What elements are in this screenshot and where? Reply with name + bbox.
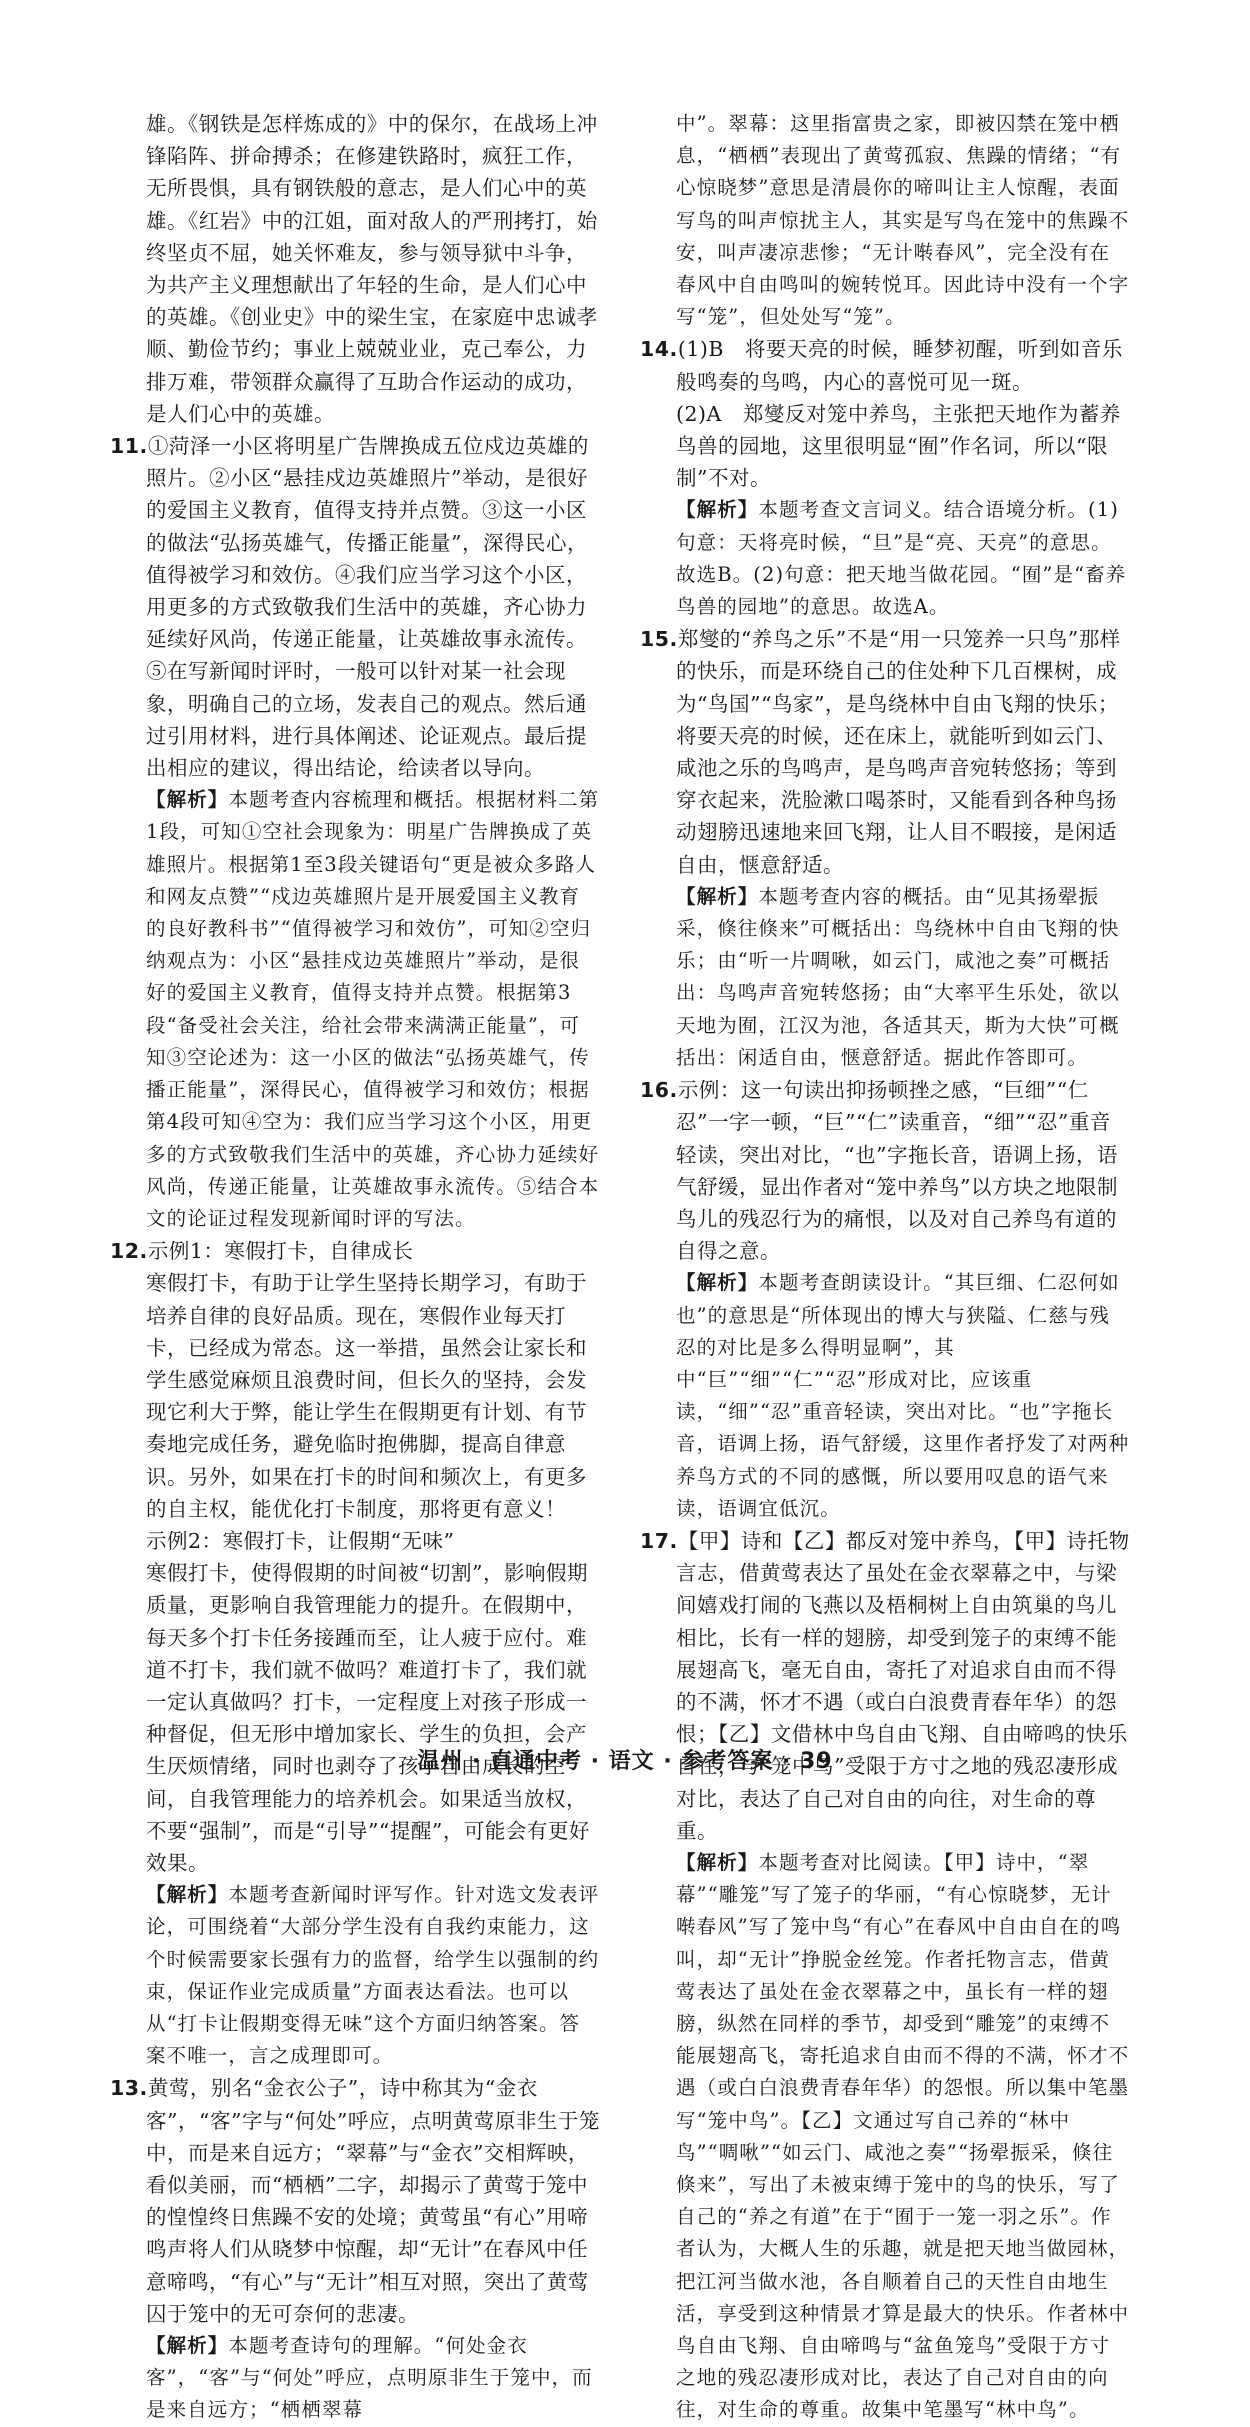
q17-analysis-text: 本题考查对比阅读。【甲】诗中，“翠幕”“雕笼”写了笼子的华丽，“有心惊晓梦，无计啭春风”写了笼中鸟“有心”在春风中自由自在的鸣叫，却“无计”挣脱金丝笼。作者托物言志，借黄莺表达了虽处在金衣翠幕之中，虽长有一样的翅膀，纵然在同样的季节，却受到“雕笼”的束缚不能展翅高飞，寄托追求自由而不得的不满，怀才不遇（或白白浪费青春年华）的怨恨。所以集中笔墨写“笼中鸟”。【乙】文通过写自己养的“林中鸟”“啁啾”“如云门、咸池之奏”“扬翚振采，倏往倏来”，写出了未被束缚于笼中的鸟的快乐，写了自己的“养之有道”在于“囿于一笼一羽之乐”。作者认为，大概人生的乐趣，就是把天地当做园林，把江河当做水池，各自顺着自己的天性自由地生活，享受到这种情景才算是最大的快乐。作者林中鸟自由飞翔、自由啼鸣与“盆鱼笼鸟”受限于方寸之地的残忍凄形成对比，表达了自己对自由的向往，对生命的尊重。故集中笔墨写“林中鸟”。 xyxy=(676,1850,1130,2422)
q16-number: 16. xyxy=(640,1078,678,1103)
q13-answer: 黄莺，别名“金衣公子”，诗中称其为“金衣客”，“客”字与“何处”呼应，点明黄莺原非生于笼中，而是来自远方；“翠幕”与“金衣”交相辉映，看似美丽，而“栖栖”二字，却揭示了黄莺于笼中的惶惶终日焦躁不安的处境；黄莺虽“有心”用啼鸣声将人们从晓梦中惊醒，却“无计”在春风中任意啼鸣，“有心”与“无计”相互对照，突出了黄莺囚于笼中的无可奈何的悲凄。 xyxy=(146,2076,600,2326)
q16-analysis-text: 本题考查朗读设计。“其巨细、仁忍何如也”的意思是“所体现出的博大与狭隘、仁慈与残忍的对比是多么得明显啊”，其中“巨”“细”“仁”“忍”形成对比，应该重读，“细”“忍”重音轻读，突出对比。“也”字拖长音，语调上扬，语气舒缓，这里作者抒发了对两种养鸟方式的不同的感慨，所以要用叹息的语气来读，语调宜低沉。 xyxy=(676,1271,1130,1520)
q13-analysis-continued xyxy=(640,108,1130,333)
q10-continuation xyxy=(110,108,600,430)
question-17 xyxy=(640,1525,1130,1847)
q11-answer: ①菏泽一小区将明星广告牌换成五位戍边英雄的照片。②小区“悬挂戍边英雄照片”举动，是很好的爱国主义教育，值得支持并点赞。③这一小区的做法“弘扬英雄气，传播正能量”，深得民心，值得被学习和效仿。④我们应当学习这个小区，用更多的方式致敬我们生活中的英雄，齐心协力延续好风尚，传递正能量，让英雄故事永流传。⑤在写新闻时评时，一般可以针对某一社会现象，明确自己的立场，发表自己的观点。然后通过引用材料，进行具体阐述、论证观点。最后提出相应的建议，得出结论，给读者以导向。 xyxy=(146,434,589,781)
question-14 xyxy=(640,333,1130,397)
analysis-tag: 【解析】 xyxy=(676,1271,759,1295)
left-column xyxy=(110,108,600,2427)
right-column xyxy=(640,108,1130,2427)
q13-analysis xyxy=(110,2330,600,2427)
q10-cont-text: 雄。《钢铁是怎样炼成的》中的保尔，在战场上冲锋陷阵、拼命搏杀；在修建铁路时，疯狂工作，无所畏惧，具有钢铁般的意志，是人们心中的英雄。《红岩》中的江姐，面对敌人的严刑拷打，始终坚贞不屈，她关怀难友，参与领导狱中斗争，为共产主义理想献出了年轻的生命，是人们心中的英雄。《创业史》中的梁生宝，在家庭中忠诚孝顺、勤俭节约；事业上兢兢业业，克己奉公，力排万难，带领群众赢得了互助合作运动的成功，是人们心中的英雄。 xyxy=(146,112,598,426)
q12-analysis xyxy=(110,1879,600,2072)
analysis-tag: 【解析】 xyxy=(146,788,229,812)
q12-example2-title: 示例2：寒假打卡，让假期“无味” xyxy=(146,1528,455,1553)
page-footer: 温州 · 直通中考 · 语文 · 参考答案 · 39 xyxy=(417,1749,833,1774)
q12-example2-text: 寒假打卡，使得假期的时间被“切割”，影响假期质量，更影响自我管理能力的提升。在假期中，每天多个打卡任务接踵而至，让人疲于应付。难道不打卡，我们就不做吗？难道打卡了，我们就一定认真做吗？打卡，一定程度上对孩子形成一种督促，但无形中增加家长、学生的负担，会产生厌烦情绪，同时也剥夺了孩子自由成长的空间，自我管理能力的培养机会。如果适当放权，不要“强制”，而是“引导”“提醒”，可能会有更好效果。 xyxy=(146,1561,590,1875)
q12-example1-title: 示例1：寒假打卡，自律成长 xyxy=(147,1239,414,1264)
q12-number: 12. xyxy=(110,1239,148,1264)
analysis-tag: 【解析】 xyxy=(676,884,759,908)
q17-analysis xyxy=(640,1847,1130,2427)
question-13 xyxy=(110,2072,600,2330)
q17-number: 17. xyxy=(640,1528,678,1553)
q12-example1-text: 寒假打卡，有助于让学生坚持长期学习，有助于培养自律的良好品质。现在，寒假作业每天打卡，已经成为常态。这一举措，虽然会让家长和学生感觉麻烦且浪费时间，但长久的坚持，会发现它利大于弊，能让学生在假期更有计划、有节奏地完成任务，避免临时抱佛脚，提高自律意识。另外，如果在打卡的时间和频次上，有更多的自主权，能优化打卡制度，那将更有意义！ xyxy=(146,1271,587,1521)
q13-number: 13. xyxy=(110,2076,148,2101)
analysis-tag: 【解析】 xyxy=(146,1883,229,1907)
analysis-tag: 【解析】 xyxy=(146,2334,229,2358)
q12-analysis-text: 本题考查新闻时评写作。针对选文发表评论，可围绕着“大部分学生没有自我约束能力，这个时候需要家长强有力的监督，给学生以强制的约束，保证作业完成质量”方面表达看法。也可以从“打卡让假期变得无味”这个方面归纳答案。答案不唯一，言之成理即可。 xyxy=(146,1883,600,2068)
q15-analysis-text: 本题考查内容的概括。由“见其扬翚振采，倏往倏来”可概括出：鸟绕林中自由飞翔的快乐；由“听一片啁啾，如云门，咸池之奏”可概括出：鸟鸣声音宛转悠扬；由“大率平生乐处，欲以天地为囿，江汉为池，各适其天，斯为大快”可概括出：闲适自由，惬意舒适。据此作答即可。 xyxy=(676,884,1120,1069)
q14-analysis xyxy=(640,494,1130,623)
analysis-tag: 【解析】 xyxy=(676,1850,759,1874)
analysis-tag: 【解析】 xyxy=(676,498,759,522)
question-11 xyxy=(110,430,600,784)
q13-analysis-text: 本题考查诗句的理解。“何处金衣客”，“客”与“何处”呼应，点明原非生于笼中，而是来自远方；“栖栖翠幕 xyxy=(146,2334,593,2422)
q11-number: 11. xyxy=(110,434,148,459)
q14-analysis-text: 本题考查文言词义。结合语境分析。(1)句意：天将亮时候，“旦”是“亮、天亮”的意思。故选B。(2)句意：把天地当做花园。“囿”是“畜养鸟兽的园地”的意思。故选A。 xyxy=(676,498,1127,619)
q14-part-2 xyxy=(640,398,1130,495)
q12-example1 xyxy=(110,1267,600,1525)
q12-example2 xyxy=(110,1557,600,1879)
q15-number: 15. xyxy=(640,627,678,652)
q11-analysis xyxy=(110,784,600,1235)
q11-analysis-text: 本题考查内容梳理和概括。根据材料二第1段，可知①空社会现象为：明星广告牌换成了英雄照片。根据第1至3段关键语句“更是被众多路人和网友点赞”“戍边英雄照片是开展爱国主义教育的良好教科书”“值得被学习和效仿”，可知②空归纳观点为：小区“悬挂戍边英雄照片”举动，是很好的爱国主义教育，值得支持并点赞。根据第3段“备受社会关注，给社会带来满满正能量”，可知③空论述为：这一小区的做法“弘扬英雄气，传播正能量”，深得民心，值得被学习和效仿；根据第4段可知④空为：我们应当学习这个小区，用更多的方式致敬我们生活中的英雄，齐心协力延续好风尚，传递正能量，让英雄故事永流传。⑤结合本文的论证过程发现新闻时评的写法。 xyxy=(146,788,600,1230)
q16-answer: 示例：这一句读出抑扬顿挫之感，“巨细”“仁忍”一字一顿，“巨”“仁”读重音，“细”“忍”重音轻读，突出对比，“也”字拖长音，语调上扬，语气舒缓，显出作者对“笼中养鸟”以方块之地限制鸟儿的残忍行为的痛恨，以及对自己养鸟有道的自得之意。 xyxy=(676,1078,1118,1264)
question-16 xyxy=(640,1074,1130,1267)
question-12 xyxy=(110,1235,600,1267)
q13-analysis-cont-text: 中”。翠幕：这里指富贵之家，即被囚禁在笼中栖息，“栖栖”表现出了黄莺孤寂、焦躁的情绪；“有心惊晓梦”意思是清晨你的啼叫让主人惊醒，表面写鸟的叫声惊扰主人，其实是写鸟在笼中的焦躁不安，叫声凄凉悲惨；“无计啭春风”，完全没有在春风中自由鸣叫的婉转悦耳。因此诗中没有一个字写“笼”，但处处写“笼”。 xyxy=(676,112,1130,329)
q15-analysis xyxy=(640,881,1130,1074)
q15-answer: 郑燮的“养鸟之乐”不是“用一只笼养一只鸟”那样的快乐，而是环绕自己的住处种下几百棵树，成为“鸟国”“鸟家”，是鸟绕林中自由飞翔的快乐；将要天亮的时候，还在床上，就能听到如云门、咸池之乐的鸟鸣声，是鸟鸣声音宛转悠扬；等到穿衣起来，洗脸漱口喝茶时，又能看到各种鸟扬动翅膀迅速地来回飞翔，让人目不暇接，是闲适自由，惬意舒适。 xyxy=(676,627,1121,877)
q12-example2-heading xyxy=(110,1525,600,1557)
question-15 xyxy=(640,623,1130,881)
q17-answer: 【甲】诗和【乙】都反对笼中养鸟，【甲】诗托物言志，借黄莺表达了虽处在金衣翠幕之中，与梁间嬉戏打闹的飞燕以及梧桐树上自由筑巢的鸟儿相比，长有一样的翅膀，却受到笼子的束缚不能展翅高飞，毫无自由，寄托了对追求自由而不得的不满，怀才不遇（或白白浪费青春年华）的怨恨；【乙】文借林中鸟自由飞翔、自由啼鸣的快乐自在，与“笼中鸟”受限于方寸之地的残忍凄形成对比，表达了自己对自由的向往，对生命的尊重。 xyxy=(676,1528,1130,1843)
q14-number: 14. xyxy=(640,337,678,362)
q16-analysis xyxy=(640,1267,1130,1525)
q14-answer-1: (1)B 将要天亮的时候，睡梦初醒，听到如音乐般鸣奏的鸟鸣，内心的喜悦可见一斑。 xyxy=(676,337,1123,394)
q14-answer-2: (2)A 郑燮反对笼中养鸟，主张把天地作为蓄养鸟兽的园地，这里很明显“囿”作名词，所以“限制”不对。 xyxy=(676,401,1121,491)
